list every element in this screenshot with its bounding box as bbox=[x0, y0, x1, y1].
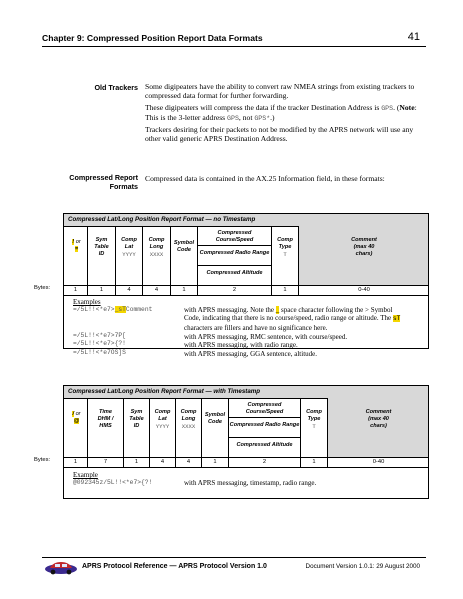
altitude-header: Compressed Altitude bbox=[236, 442, 293, 448]
example-description: with APRS messaging, timestamp, radio range. bbox=[184, 479, 317, 487]
type-indicator-cell: / or @ bbox=[72, 411, 81, 424]
old-trackers-p2: These digipeaters will compress the data if the tracker Destination Address is GPS. (Note: This is the 3-letter address GPS, not GPS*.) bbox=[145, 102, 417, 122]
car-logo-icon bbox=[44, 559, 78, 575]
header-rule bbox=[42, 46, 426, 47]
table-title: Compressed Lat/Long Position Report Format — no Timestamp bbox=[64, 214, 428, 227]
old-trackers-body bbox=[145, 82, 427, 144]
comp-long-header: Comp Long XXXX bbox=[180, 409, 197, 430]
table-title: Compressed Lat/Long Position Report Format — with Timestamp bbox=[64, 386, 428, 399]
bytes-label-2: Bytes: bbox=[34, 457, 51, 463]
radio-range-header: Compressed Radio Range bbox=[199, 250, 270, 256]
sym-table-id-header: Sym Table ID bbox=[94, 237, 109, 257]
old-trackers-heading: Old Trackers bbox=[94, 83, 138, 92]
comment-header: Comment (max 40 chars) bbox=[351, 237, 377, 257]
type-indicator-cell: ! or = bbox=[72, 239, 81, 252]
footer-right: Document Version 1.0.1: 29 August 2000 bbox=[305, 563, 420, 570]
sym-table-id-header: Sym Table ID bbox=[129, 409, 144, 429]
example-code: Example @092345z/5L!!<*e7>{?! bbox=[73, 471, 153, 487]
examples-codes: Examples =/5L!!<*e7>_sTComment =/5L!!<*e7>7P[ =/5L!!<*e7>{?! =/5L!!<*e7OS]S bbox=[73, 298, 153, 356]
altitude-header: Compressed Altitude bbox=[206, 270, 263, 276]
course-speed-header: Compressed Course/Speed bbox=[215, 230, 254, 243]
format-table-with-timestamp bbox=[63, 385, 429, 499]
compressed-formats-heading: Compressed Report Formats bbox=[69, 173, 138, 191]
comp-long-header: Comp Long XXXX bbox=[148, 237, 165, 258]
symbol-code-header: Symbol Code bbox=[173, 240, 195, 253]
radio-range-header: Compressed Radio Range bbox=[229, 422, 300, 428]
table-header-row bbox=[64, 226, 428, 285]
old-trackers-p3: Trackers desiring for their packets to not be modified by the APRS network will use any other valid generic APRS Destination Address. bbox=[145, 125, 414, 144]
comp-lat-header: Comp Lat YYYY bbox=[154, 409, 171, 430]
old-trackers-p1: Some digipeaters have the ability to convert raw NMEA strings from existing trackers to compressed data format for further forwarding. bbox=[145, 82, 415, 101]
chapter-title: Chapter 9: Compressed Position Report Data Formats bbox=[42, 33, 263, 43]
footer-left: APRS Protocol Reference — APRS Protocol Version 1.0 bbox=[82, 563, 267, 570]
bytes-row: 1 7 1 4 4 1 2 1 0-40 bbox=[64, 457, 428, 468]
comment-header: Comment (max 40 chars) bbox=[365, 409, 392, 429]
bytes-label-1: Bytes: bbox=[34, 285, 51, 291]
table-header-row bbox=[64, 398, 428, 457]
time-header: Time DHM / HMS bbox=[97, 409, 114, 429]
comp-lat-header: Comp Lat YYYY bbox=[121, 237, 137, 258]
comp-type-header: Comp Type T bbox=[306, 409, 322, 430]
symbol-code-header: Symbol Code bbox=[204, 412, 226, 425]
compressed-formats-text: Compressed data is contained in the AX.25 Information field, in these formats: bbox=[145, 174, 385, 183]
examples-descriptions: with APRS messaging. Note the _ space character following the > Symbol Code, indicating that there is no course/speed, radio range or altitude. The sT characters are fillers and have no significance here. with APRS messaging, RMC sentence, with course/speed. with APRS messaging, with radio range. with APRS messaging, GGA sentence, altitude. bbox=[184, 306, 401, 358]
format-table-no-timestamp bbox=[63, 213, 429, 358]
footer-rule bbox=[42, 557, 426, 558]
bytes-row: 1 1 4 4 1 2 1 0-40 bbox=[64, 285, 428, 296]
page-number: 41 bbox=[407, 31, 420, 43]
course-speed-header: Compressed Course/Speed bbox=[245, 402, 284, 415]
comp-type-header: Comp Type T bbox=[277, 237, 293, 258]
